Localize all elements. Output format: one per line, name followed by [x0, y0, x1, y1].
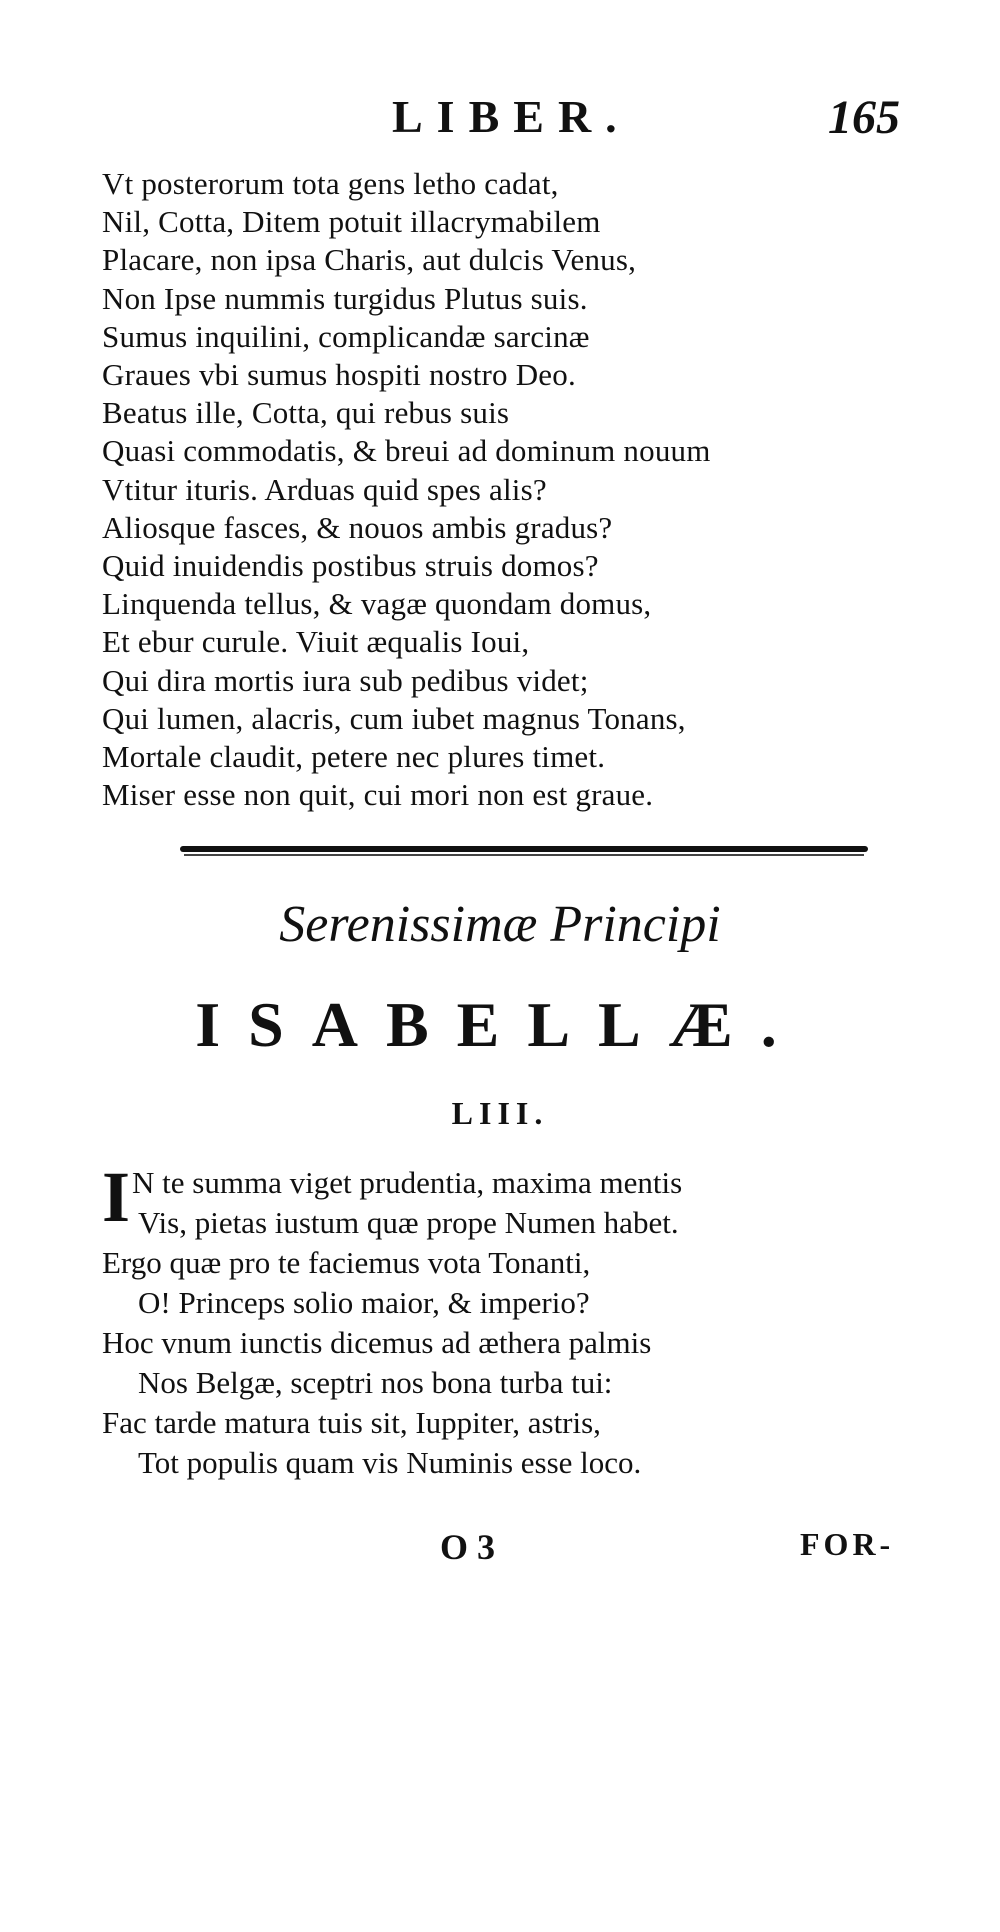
verse-line: O! Princeps solio maior, & imperio?: [138, 1285, 590, 1320]
verse-block-poem: [102, 1157, 902, 1483]
verse-line: Nil, Cotta, Ditem potuit illacrymabilem: [102, 204, 601, 240]
signature-mark: O 3: [440, 1527, 496, 1567]
verse-line: Linquenda tellus, & vagæ quondam domus,: [102, 586, 652, 622]
verse-line: Quid inuidendis postibus struis domos?: [102, 548, 599, 584]
section-divider-rule: [180, 846, 868, 852]
dedication-heading: Serenissimæ Principi: [279, 896, 721, 953]
poem-number: LIII.: [451, 1095, 549, 1131]
verse-line: Ergo quæ pro te faciemus vota Tonanti,: [102, 1245, 591, 1280]
verse-line: Nos Belgæ, sceptri nos bona turba tui:: [138, 1365, 613, 1400]
verse-block-continued: [102, 165, 922, 814]
verse-line: Graues vbi sumus hospiti nostro Deo.: [102, 357, 576, 393]
verse-line: Vtitur ituris. Arduas quid spes alis?: [102, 471, 547, 507]
verse-line: Qui lumen, alacris, cum iubet magnus Tonans,: [102, 700, 686, 736]
running-head: [0, 90, 1000, 150]
verse-line: Sumus inquilini, complicandæ sarcinæ: [102, 318, 590, 354]
verse-line: Placare, non ipsa Charis, aut dulcis Venus,: [102, 242, 637, 278]
verse-line: Quasi commodatis, & breui ad dominum nouum: [102, 433, 711, 469]
verse-line: Mortale claudit, petere nec plures timet.: [102, 739, 606, 775]
verse-line: Beatus ille, Cotta, qui rebus suis: [102, 395, 510, 431]
running-title: LIBER.: [392, 91, 631, 142]
verse-line: Aliosque fasces, & nouos ambis gradus?: [102, 509, 613, 545]
verse-line: Fac tarde matura tuis sit, Iuppiter, astris,: [102, 1405, 601, 1440]
verse-line: Miser esse non quit, cui mori non est graue.: [102, 777, 654, 813]
verse-line: Qui dira mortis iura sub pedibus videt;: [102, 662, 589, 698]
verse-line: Vt posterorum tota gens letho cadat,: [102, 166, 559, 201]
verse-line: Tot populis quam vis Numinis esse loco.: [138, 1445, 642, 1480]
first-line-text: N te summa viget prudentia, maxima mentis: [132, 1165, 683, 1200]
verse-line: Et ebur curule. Viuit æqualis Ioui,: [102, 624, 530, 660]
drop-cap: I: [102, 1157, 131, 1237]
dedicatee-name: ISABELLÆ.: [195, 989, 805, 1060]
verse-line: Non Ipse nummis turgidus Plutus suis.: [102, 280, 588, 316]
page-number: 165: [828, 91, 900, 144]
verse-line: Vis, pietas iustum quæ prope Numen habet.: [138, 1205, 679, 1240]
catchword: FOR-: [800, 1526, 895, 1562]
verse-line: Hoc vnum iunctis dicemus ad æthera palmis: [102, 1325, 652, 1360]
